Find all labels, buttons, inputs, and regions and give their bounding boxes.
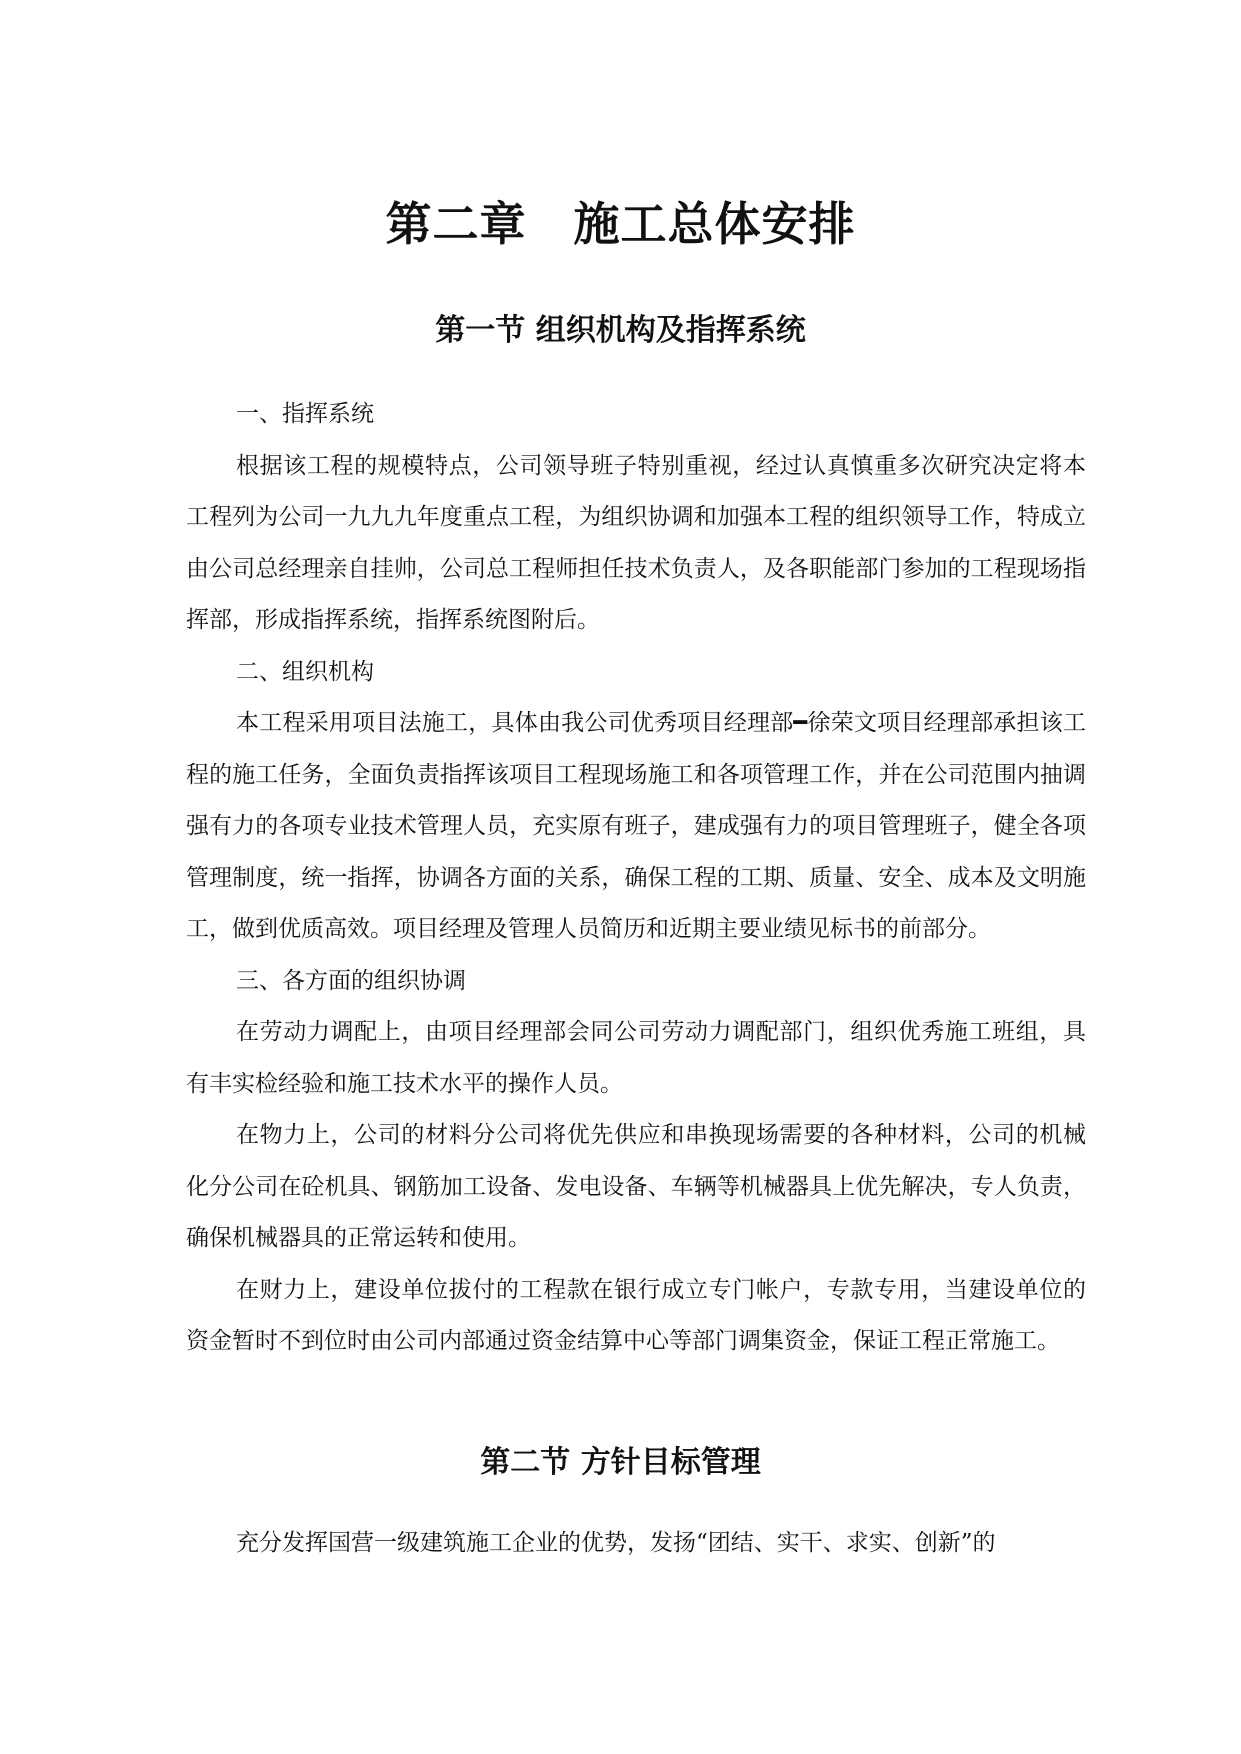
paragraph-material: 在物力上，公司的材料分公司将优先供应和串换现场需要的各种材料，公司的机械化分公司在砼机具、钢筋加工设备、发电设备、车辆等机械器具上优先解决，专人负责，确保机械器具的正常运转和使用。 bbox=[186, 1122, 1086, 1251]
paragraph-command-system: 根据该工程的规模特点，公司领导班子特别重视，经过认真慎重多次研究决定将本工程列为公司一九九九年度重点工程，为组织协调和加强本工程的组织领导工作，特成立由公司总经理亲自挂帅，公司总工程师担任技术负责人，及各职能部门参加的工程现场指挥部，形成指挥系统，指挥系统图附后。 bbox=[186, 452, 1086, 633]
paragraph-organization: 本工程采用项目法施工，具体由我公司优秀项目经理部━徐荣文项目经理部承担该工程的施工任务，全面负责指挥该项目工程现场施工和各项管理工作，并在公司范围内抽调强有力的各项专业技术管理人员，充实原有班子，建成强有力的项目管理班子，健全各项管理制度，统一指挥，协调各方面的关系，确保工程的工期、质量、安全、成本及文明施工，做到优质高效。项目经理及管理人员简历和近期主要业绩见标书的前部分。 bbox=[186, 710, 1086, 942]
section-title-1: 第一节 组织机构及指挥系统 bbox=[435, 313, 806, 348]
subheading-coordination: 三、各方面的组织协调 bbox=[236, 967, 466, 994]
subheading-organization: 二、组织机构 bbox=[236, 658, 374, 685]
chapter-title: 第二章 施工总体安排 bbox=[385, 197, 856, 251]
subheading-command-system: 一、指挥系统 bbox=[236, 401, 374, 427]
section-title-2: 第二节 方针目标管理 bbox=[480, 1445, 761, 1480]
paragraph-finance: 在财力上，建设单位拔付的工程款在银行成立专门帐户，专款专用，当建设单位的资金暂时不到位时由公司内部通过资金结算中心等部门调集资金，保证工程正常施工。 bbox=[186, 1276, 1086, 1354]
section-1-body bbox=[186, 389, 1086, 1368]
section-2-body bbox=[186, 1518, 1086, 1570]
paragraph-labor: 在劳动力调配上，由项目经理部会同公司劳动力调配部门，组织优秀施工班组，具有丰实检经验和施工技术水平的操作人员。 bbox=[186, 1019, 1086, 1097]
paragraph-policy: 充分发挥国营一级建筑施工企业的优势，发扬“团结、实干、求实、创新”的 bbox=[236, 1530, 996, 1556]
